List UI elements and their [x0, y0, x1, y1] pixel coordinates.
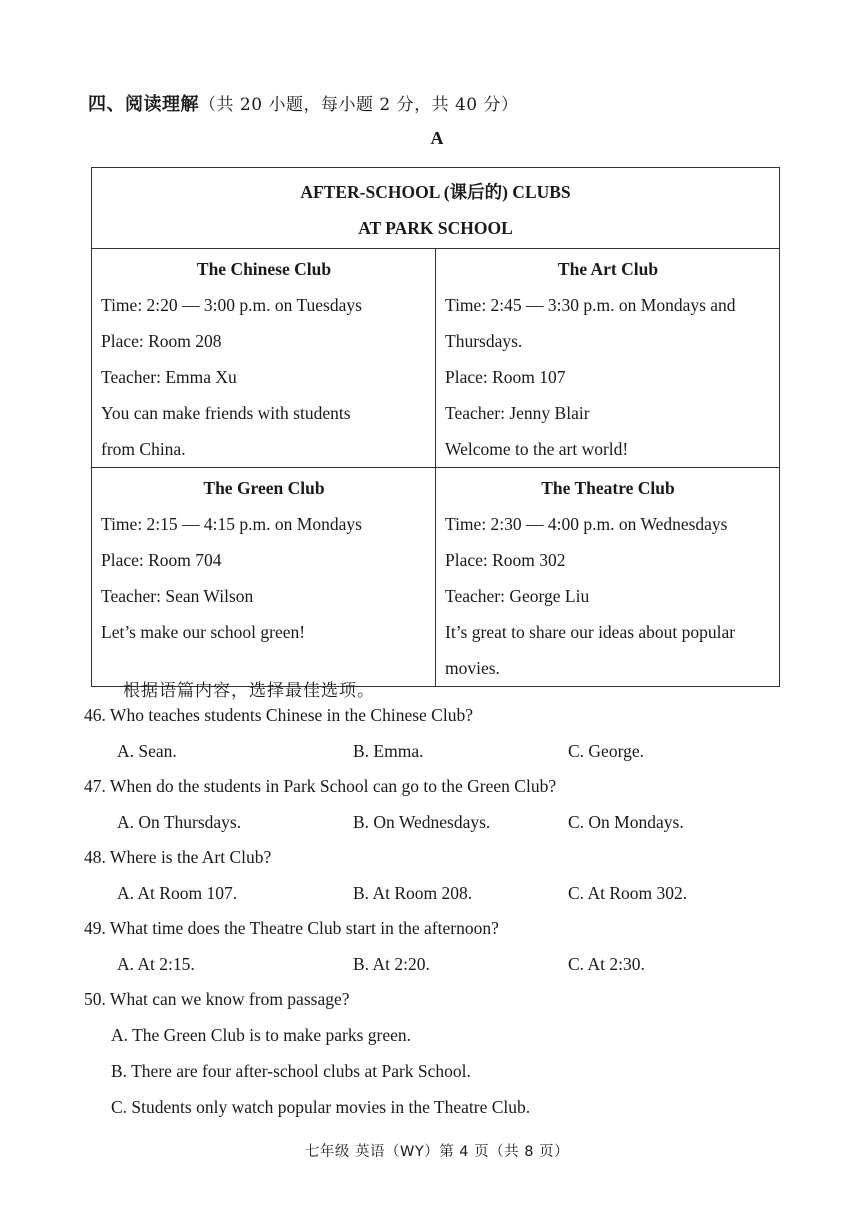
- club-teacher: Teacher: Emma Xu: [101, 367, 237, 387]
- club-note: Let’s make our school green!: [101, 622, 306, 642]
- club-time: Time: 2:30 — 4:00 p.m. on Wednesdays: [445, 514, 728, 534]
- question-46: 46. Who teaches students Chinese in the Chinese Club?: [84, 705, 473, 725]
- option-47-a: A. On Thursdays.: [117, 812, 242, 832]
- part-letter: A: [430, 128, 444, 148]
- club-teacher: Teacher: Sean Wilson: [101, 586, 254, 606]
- option-50-b: B. There are four after-school clubs at Park School.: [111, 1061, 471, 1081]
- question-48: 48. Where is the Art Club?: [84, 847, 272, 867]
- club-card-theatre: [436, 468, 780, 687]
- option-49-b: B. At 2:20.: [353, 954, 430, 974]
- club-name: The Art Club: [557, 259, 659, 279]
- club-place: Place: Room 302: [445, 550, 566, 570]
- club-name: The Green Club: [203, 478, 325, 498]
- club-note: You can make friends with students: [101, 403, 351, 423]
- club-card-green: [92, 468, 436, 687]
- option-50-c: C. Students only watch popular movies in the Theatre Club.: [111, 1097, 531, 1117]
- option-48-b: B. At Room 208.: [353, 883, 473, 903]
- club-teacher: Teacher: George Liu: [445, 586, 590, 606]
- option-46-c: C. George.: [568, 741, 644, 761]
- club-name: The Chinese Club: [196, 259, 332, 279]
- instruction: 根据语篇内容，选择最佳选项。: [123, 681, 375, 701]
- club-note: Welcome to the art world!: [445, 439, 629, 459]
- club-place: Place: Room 704: [101, 550, 222, 570]
- club-note: It’s great to share our ideas about popular: [445, 622, 736, 642]
- club-card-chinese: [92, 249, 436, 468]
- notice-header: [92, 168, 780, 249]
- club-card-art: [436, 249, 780, 468]
- option-50-a: A. The Green Club is to make parks green.: [111, 1025, 412, 1045]
- section-title-note: （共 20 小题，每小题 2 分，共 40 分）: [199, 95, 519, 115]
- question-47: 47. When do the students in Park School can go to the Green Club?: [84, 776, 557, 796]
- notice-title-line2: AT PARK SCHOOL: [358, 218, 513, 238]
- club-note: movies.: [445, 658, 500, 678]
- notice-title-line1: AFTER-SCHOOL (课后的) CLUBS: [300, 182, 571, 202]
- option-49-a: A. At 2:15.: [117, 954, 195, 974]
- club-teacher: Teacher: Jenny Blair: [445, 403, 590, 423]
- clubs-notice-table: [91, 167, 780, 687]
- page-footer: 七年级 英语（WY）第 4 页（共 8 页）: [304, 1144, 570, 1160]
- option-47-c: C. On Mondays.: [568, 812, 684, 832]
- option-48-a: A. At Room 107.: [117, 883, 238, 903]
- club-time: Time: 2:45 — 3:30 p.m. on Mondays and: [445, 295, 736, 315]
- club-time: Time: 2:20 — 3:00 p.m. on Tuesdays: [101, 295, 362, 315]
- club-name: The Theatre Club: [541, 478, 675, 498]
- club-place: Place: Room 107: [445, 367, 566, 387]
- option-48-c: C. At Room 302.: [568, 883, 688, 903]
- question-50: 50. What can we know from passage?: [84, 989, 350, 1009]
- club-time: Thursdays.: [445, 331, 523, 351]
- club-note: from China.: [101, 439, 186, 459]
- club-place: Place: Room 208: [101, 331, 222, 351]
- section-title: [88, 90, 519, 116]
- option-49-c: C. At 2:30.: [568, 954, 645, 974]
- option-46-a: A. Sean.: [117, 741, 177, 761]
- club-time: Time: 2:15 — 4:15 p.m. on Mondays: [101, 514, 362, 534]
- option-46-b: B. Emma.: [353, 741, 424, 761]
- question-49: 49. What time does the Theatre Club start in the afternoon?: [84, 918, 499, 938]
- section-title-bold: 四、阅读理解: [88, 94, 199, 115]
- option-47-b: B. On Wednesdays.: [353, 812, 491, 832]
